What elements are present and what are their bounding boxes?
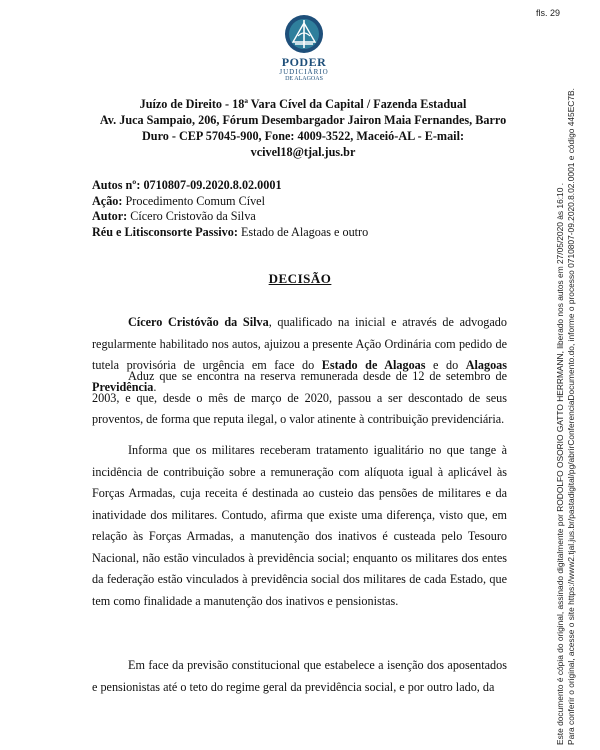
- case-number-row: [92, 178, 532, 194]
- court-logo: [268, 14, 340, 83]
- paragraph-3-text: Informa que os militares receberam tratamento igualitário no que tange à incidência de contribuição sobre a remuneração com alíquota igual à aplicável às Forças Armadas, cuja receita é destinada ao custeio das pensões de militares e da inatividade dos militares. Contudo, afirma que existe uma diferença, visto que, em relação às Forças Armadas, a manutenção dos inativos é custeada pelo Tesouro Nacional, não estão vinculados à previdência social; enquanto os militares dos entes da federação estão vinculados à previdência social dos militares de cada Estado, que tem como finalidade a manutenção dos inativos e pensionistas.: [92, 443, 507, 608]
- tjal-emblem-icon: [284, 14, 324, 54]
- plaintiff-name: Cícero Cristóvão da Silva: [128, 315, 269, 329]
- case-action-label: Ação:: [92, 193, 123, 208]
- paragraph-1-text-a: , qualificado na inicial e através de advogado regularmente habilitado nos autos, ajuizou a presente Ação Ordinária com pedido de tutela provisória de urgência em face do: [92, 315, 507, 372]
- case-action-value: Procedimento Comum Cível: [125, 193, 265, 208]
- paragraph-1-text-b: e do: [425, 358, 466, 372]
- defendant-1: Estado de Alagoas: [321, 358, 426, 372]
- case-defendant-row: [92, 225, 532, 241]
- page-number: fls. 29: [535, 8, 560, 18]
- logo-line3: DE ALAGOAS: [285, 76, 323, 82]
- case-plaintiff-row: [92, 209, 532, 225]
- case-number-value: 0710807-09.2020.8.02.0001: [143, 178, 282, 192]
- logo-line1: PODER: [281, 55, 327, 69]
- court-email: vcivel18@tjal.jus.br: [250, 145, 356, 159]
- case-plaintiff-value: Cícero Cristovão da Silva: [130, 209, 256, 223]
- digital-signature-note: [555, 5, 576, 745]
- paragraph-2: [92, 366, 507, 431]
- signature-line-2: Para conferir o original, acesse o site https://www2.tjal.jus.br/pastadigital/pg/abrirConferenciaDocumento.do, informe o processo 0710807-09.2020.8.02.0001 e código 445EC7B.: [565, 88, 576, 745]
- paragraph-4: [92, 655, 507, 698]
- paragraph-1-text-c: .: [153, 379, 157, 394]
- signature-line-1: Este documento é cópia do original, assinado digitalmente por RODOLFO OSORIO GATTO HERRMANN, liberado nos autos em 27/05/2020 às 16:10 .: [555, 182, 565, 745]
- paragraph-2-text: Aduz que se encontra na reserva remunerada desde de 12 de setembro de 2003, e que, desde o mês de março de 2020, passou a ser descontado de seus proventos, de forma que reputa ilegal, o valor atinente à contribuição previdenciária.: [92, 369, 507, 426]
- case-defendant-value: Estado de Alagoas e outro: [240, 224, 369, 239]
- court-address-1: Av. Juca Sampaio, 206, Fórum Desembargador Jairon Maia Fernandes, Barro: [99, 113, 507, 127]
- document-title: DECISÃO: [268, 271, 332, 286]
- case-number-label: Autos nº:: [92, 178, 141, 192]
- paragraph-3: [92, 440, 507, 612]
- case-info: [92, 178, 532, 240]
- case-defendant-label: Réu e Litisconsorte Passivo:: [92, 224, 238, 239]
- court-name: Juízo de Direito - 18ª Vara Cível da Capital / Fazenda Estadual: [139, 97, 467, 111]
- case-plaintiff-label: Autor:: [92, 209, 128, 223]
- court-header: [60, 96, 546, 160]
- case-action-row: [92, 194, 532, 210]
- court-address-2: Duro - CEP 57045-900, Fone: 4009-3522, Maceió-AL - E-mail:: [141, 129, 465, 143]
- logo-line2: JUDICIÁRIO: [279, 68, 329, 76]
- paragraph-4-text: Em face da previsão constitucional que estabelece a isenção dos aposentados e pensionistas até o teto do regime geral da previdência social, e por outro lado, da: [92, 658, 507, 694]
- defendant-2: Alagoas Previdência: [92, 358, 507, 394]
